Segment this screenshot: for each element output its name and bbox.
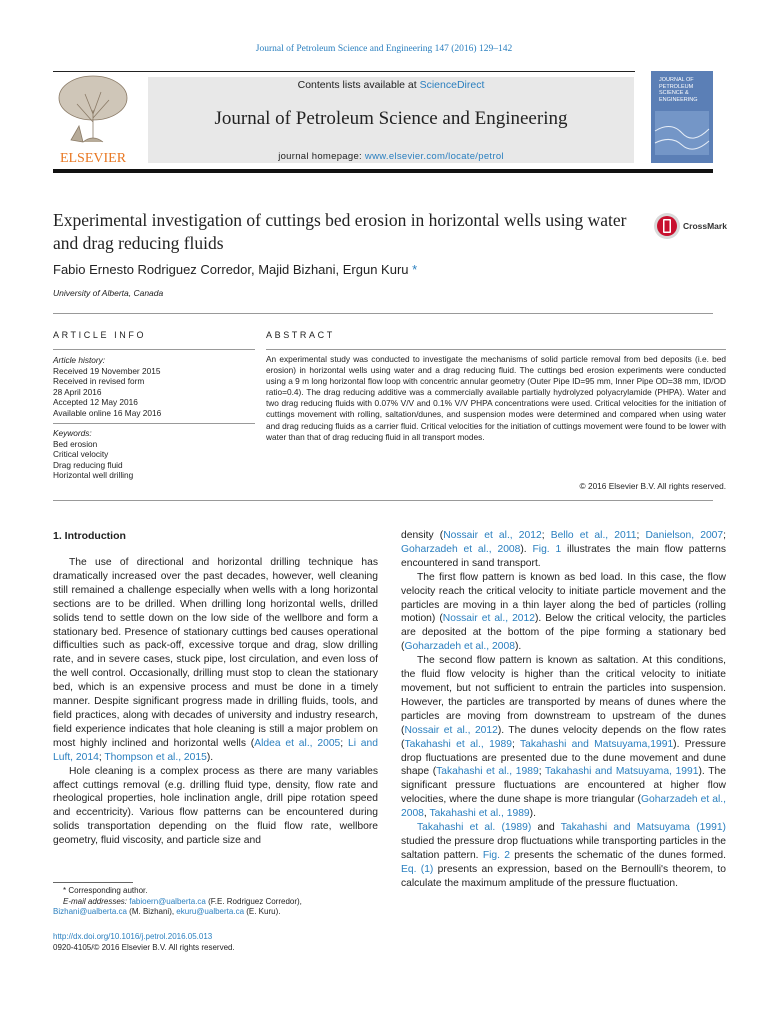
citation-link[interactable]: Nossair et al., 2012 [443, 530, 542, 541]
journal-reference[interactable]: Journal of Petroleum Science and Engineering 147 (2016) 129–142 [255, 44, 513, 54]
contents-prefix: Contents lists available at [297, 79, 420, 91]
paragraph-text: The second flow pattern is known as saltation. At this conditions, the fluid flow velocity is higher than the critical velocity to initiate movement, but not sufficient to entrain the particles into suspension. However, the particles are transported by means of dunes where the particles are moving from downstream to upstream of the dunes ( [401, 655, 726, 736]
citation-link[interactable]: Takahashi and Matsuyama (1991) [560, 822, 726, 834]
article-info-heading: ARTICLE INFO [53, 330, 147, 340]
journal-homepage [148, 151, 634, 162]
paragraph-text: ). The dunes velocity depends on the flow rates ( [401, 724, 726, 750]
paragraph [401, 821, 726, 891]
homepage-label: journal homepage: [278, 151, 365, 162]
divider [53, 882, 133, 883]
keyword: Horizontal well drilling [53, 470, 134, 481]
paragraph-text: and [531, 822, 561, 834]
divider [53, 349, 255, 350]
article-history [53, 355, 253, 419]
paragraph: The second flow pattern is known as saltation. At this conditions, the fluid flow velocity is higher than the critical velocity to initiate movement, but not sufficient to entrain the particles into suspension. However, the particles are transported by means of dunes where the particles are moving from downstream to upstream of the dunes (Nossair et al., 2012). The dunes velocity depends on the flow rates (Takahashi et al., 1989; Takahashi and Matsuyama,1991). Pressure drop fluctuations are presented due to the dune movement and dune shape (Takahashi et al., 1989; Takahashi and Matsuyama, 1991). The significant pressure fluctuations are encountered at higher flow velocities, where the dune shape is more triangular (Goharzadeh et al., 2008, Takahashi et al., 1989). [401, 655, 727, 820]
contents-line [148, 79, 634, 91]
paragraph: The use of directional and horizontal drilling technique has dramatically increased over the past decades, however, well cleaning still remained a challenge especially when wells with a long horizontal sections are to be drilled. When drilling long horizontal wells, drilled solids tend to settle down on the low side of the wellbore and form a stationary bed. Presence of stationary cuttings bed causes operational difficulties such as pack-off, excessive torque and drag, slow drilling rate, and in severe cases, stuck pipe, lost circulation, and even loss of the well control. Occasionally, drilling must stop to clean the stationary bed, which is an expensive process and must be done in a timely manner. Despite significant progress made in drilling fluids, tools, and field practices, along with decades of university and industry research, field experience indicates that hole cleaning is still a major problem on most highly inclined and horizontal wells (Aldea et al., 2005; Li and Luft, 2014; Thompson et al., 2015). [53, 557, 378, 763]
citation-link[interactable]: Thompson et al., 2015 [104, 751, 207, 763]
header-rule [53, 169, 713, 173]
doi-block [53, 932, 235, 953]
divider [53, 71, 635, 72]
citation-link[interactable]: Nossair et al., 2012 [404, 724, 498, 736]
history-item: Received in revised form [53, 376, 145, 387]
email-owner: (F.E. Rodriguez Corredor), [205, 896, 302, 906]
divider [53, 313, 713, 314]
affiliation: University of Alberta, Canada [53, 288, 164, 298]
citation-link[interactable]: Takahashi et al., 1989 [404, 738, 512, 750]
email-link[interactable]: fabioern@ualberta.ca [129, 896, 206, 906]
corresponding-author-mark[interactable]: * [412, 262, 418, 277]
journal-title: Journal of Petroleum Science and Engineering [214, 108, 568, 129]
email-link[interactable]: ekuru@ualberta.ca [176, 907, 245, 916]
copyright: © 2016 Elsevier B.V. All rights reserved. [579, 481, 726, 491]
sciencedirect-link[interactable]: ScienceDirect [419, 79, 485, 91]
paragraph-text: ). The significant pressure fluctuations are encountered at higher flow velocities, where the dune shape is more triangular ( [401, 766, 726, 806]
citation-link[interactable]: Goharzadeh et al., 2008 [401, 543, 521, 555]
keywords [53, 428, 253, 481]
journal-cover[interactable] [651, 71, 713, 163]
figure-link[interactable]: Fig. 2 [482, 849, 510, 861]
citation-link[interactable]: Goharzadeh et al., 2008 [401, 794, 727, 820]
figure-link[interactable]: Fig. 1 [532, 543, 562, 555]
cover-graphic-icon [651, 71, 713, 163]
citation-link[interactable]: Takahashi et al. (1989) [417, 822, 532, 834]
abstract-text: An experimental study was conducted to investigate the mechanisms of solid particle removal from bed deposits (i.e. bed erosion) in horizontal wells using water and a drag reducing fluid. The cuttings bed erosion experiments were conducted using a 9 m long horizontal flow loop with concentric annular geometry (Outer Pipe ID=95 mm, Inner Pipe OD=38 mm, ID/OD ratio=0.4). The drag reducing additive was a commercially available partially hydrolyzed polyacrylamide (PHPA). Water and two drag reducing fluids with 0.07% V/V and 0.1% V/V PHPA concentrations were used. Critical velocities for the initiation of cuttings movement with rolling, saltation/dunes, and suspension modes were determined and compared when using water and drag reducing fluids as a carrier fluid. Critical velocities for the initiation of cuttings movement were found to be lower with water than that of drag reducing fluid in all transport modes. [266, 354, 726, 442]
email-line [53, 897, 393, 908]
divider [53, 500, 713, 501]
email-owner: (M. Bizhani), [126, 907, 177, 916]
keywords-label: Keywords: [53, 428, 92, 438]
email-line [53, 907, 393, 918]
paragraph: The first flow pattern is known as bed load. In this case, the flow velocity reach the critical velocity to initiate particle movement and the particles are moving in a thin layer along the bed of particles (rolling motion) (Nossair et al., 2012). Below the critical velocity, the particles are deposited at the bottom of the pipe forming a stationary bed (Goharzadeh et al., 2008). [401, 571, 727, 653]
keyword: Drag reducing fluid [53, 459, 123, 470]
citation-link[interactable]: Takahashi and Matsuyama,1991 [520, 738, 674, 750]
doi-link[interactable]: http://dx.doi.org/10.1016/j.petrol.2016.05.013 [53, 932, 213, 941]
citation-link[interactable]: Nossair et al., 2012 [442, 613, 535, 625]
email-label: E-mail addresses: [63, 896, 130, 906]
paragraph-text: The use of directional and horizontal drilling technique has dramatically increased over the past decades, however, well cleaning still remained a challenge especially when wells with a long horizontal sections are to be drilled. When drilling long horizontal wells, drilled solids tend to settle down on the low side of the wellbore and form a stationary bed. Presence of stationary cuttings bed causes operational difficulties such as pack-off, excessive torque and drag, slow drilling rate, and in severe cases, stuck pipe, lost circulation, and even loss of the well control. Occasionally, drilling must stop to clean the stationary bed, which is an expensive process and must be done in a timely manner. Despite significant progress made in drilling fluids, tools, and field practices, along with decades of university and industry research, field experience indicates that hole cleaning is still a major problem on most highly inclined and horizontal wells ( [53, 557, 378, 749]
issn: 0920-4105/© 2016 Elsevier B.V. All rights reserved. [53, 942, 235, 952]
citation-link[interactable]: Danielson, 2007 [645, 530, 724, 541]
history-label: Article history: [53, 355, 106, 365]
crossmark-badge[interactable] [653, 211, 728, 241]
equation-link[interactable]: Eq. (1) [401, 863, 434, 875]
publisher-name: ELSEVIER [59, 151, 127, 166]
paragraph-text: The first flow pattern is known as bed load. In this case, the flow velocity reach the critical velocity to initiate particle movement and the particles are moving in a thin layer along the bed of particles (rolling motion) ( [401, 571, 726, 625]
tree-icon [53, 70, 133, 166]
divider [266, 349, 726, 350]
homepage-link[interactable]: www.elsevier.com/locate/petrol [364, 151, 504, 162]
paragraph-text: presents the schematic of the dunes formed. [510, 849, 726, 861]
keyword: Critical velocity [53, 449, 109, 460]
keyword: Bed erosion [53, 438, 98, 449]
history-item: 28 April 2016 [53, 386, 102, 397]
divider [53, 423, 255, 424]
citation-link[interactable]: Aldea et al., 2005 [254, 737, 341, 749]
history-item: Available online 16 May 2016 [53, 407, 162, 418]
cover-title: JOURNAL OF PETROLEUM SCIENCE & ENGINEERING [659, 77, 698, 103]
paragraph-text: studied the pressure drop fluctuations while transporting particles in the saltation pattern. [401, 835, 726, 861]
citation-link[interactable]: Takahashi et al., 1989 [436, 766, 539, 778]
history-item: Received 19 November 2015 [53, 365, 161, 376]
citation-link[interactable]: Takahashi et al., 1989 [429, 808, 530, 820]
right-column [401, 529, 726, 891]
citation-link[interactable]: Takahashi and Matsuyama, 1991 [545, 766, 699, 778]
author-list [53, 262, 417, 277]
paragraph: density (Nossair et al., 2012; Bello et al., 2011; Danielson, 2007; Goharzadeh et al., 2008). Fig. 1 illustrates the main flow patterns encountered in sand transport. [401, 530, 727, 569]
authors: Fabio Ernesto Rodriguez Corredor, Majid Bizhani, Ergun Kuru [53, 262, 409, 277]
article-title: Experimental investigation of cuttings bed erosion in horizontal wells using water and drag reducing fluids [53, 210, 627, 253]
corresponding-note: * Corresponding author. [63, 886, 148, 895]
citation-link[interactable]: Goharzadeh et al., 2008 [404, 641, 515, 653]
paragraph: Hole cleaning is a complex process as there are many variables affect cuttings removal (e.g. drilling fluid type, density, flow rate and rheological properties, hole inclination angle, drill pipe rotation speed and eccentricity). Various flow patterns can be encountered during solids transportation depending on the fluid flow rate, wellbore geometry, fluid viscosity, and particle size and [53, 765, 378, 847]
citation-link[interactable]: Li and Luft, 2014 [53, 737, 378, 763]
email-owner: (E. Kuru). [244, 907, 281, 916]
citation-link[interactable]: Bello et al., 2011 [550, 530, 637, 541]
crossmark-icon [653, 211, 683, 241]
history-item: Accepted 12 May 2016 [53, 397, 138, 408]
left-column [53, 556, 378, 848]
elsevier-logo[interactable] [53, 70, 133, 166]
abstract-heading: ABSTRACT [266, 330, 335, 340]
section-heading: 1. Introduction [53, 530, 126, 542]
paragraph-text: presents an expression, based on the Bernoulli's theorem, to calculate the maximum amplitude of the pressure fluctuation. [401, 863, 726, 889]
paragraph-text: ). Below the critical velocity, the particles are deposited at the bottom of the pipe forming a stationary bed ( [401, 613, 727, 653]
paragraph-text: ). Pressure drop fluctuations are presented due to the dune movement and dune shape ( [401, 738, 726, 778]
footnote [53, 886, 393, 918]
paragraph-text: density ( [401, 530, 444, 541]
crossmark-label: CrossMark [683, 221, 727, 231]
paragraph-text: illustrates the main flow patterns encountered in sand transport. [401, 543, 726, 569]
email-link[interactable]: Bizhani@ualberta.ca [53, 907, 127, 916]
